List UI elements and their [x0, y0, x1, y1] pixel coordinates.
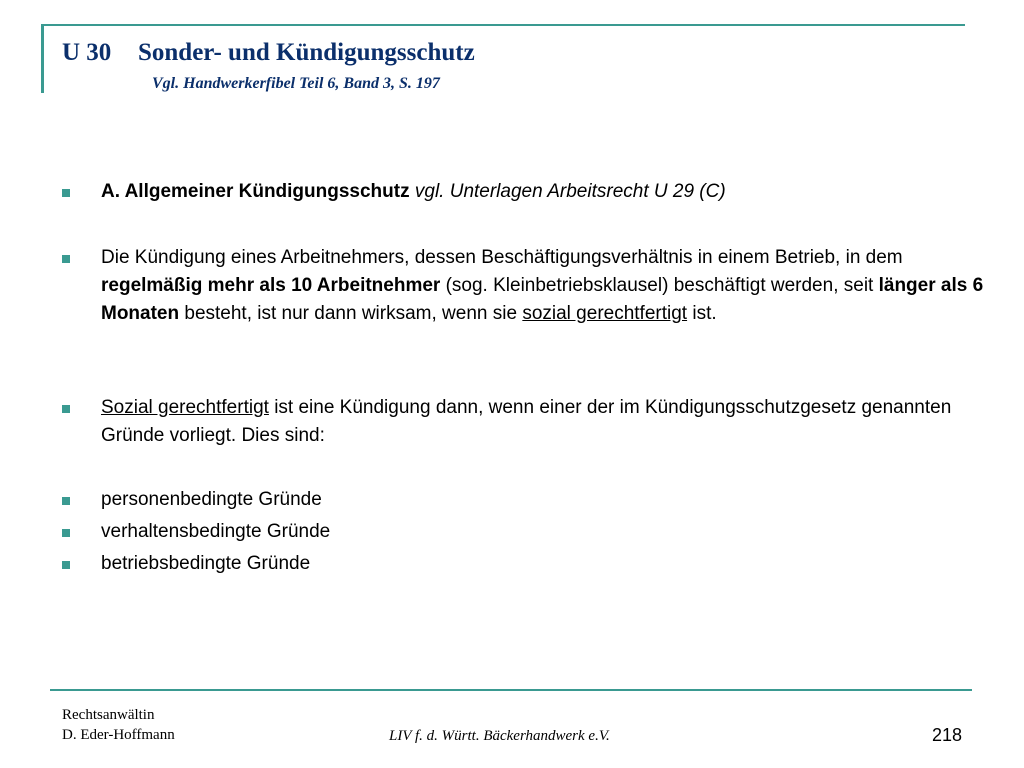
footer-page-number: 218 — [931, 725, 962, 745]
bullet-text-part: (sog. Kleinbetriebsklausel) beschäftigt werden, seit — [440, 275, 879, 296]
bullet-reason-text: verhaltensbedingte Gründe — [101, 521, 331, 542]
bullet-bold-text: regelmäßig mehr als 10 Arbeitnehmer — [101, 275, 441, 296]
bullet-underlined-text: sozial gerechtfertigt — [522, 303, 688, 324]
footer-author-name: D. Eder-Hoffmann — [62, 727, 175, 743]
bullet-item-general-protection — [62, 178, 992, 206]
bullet-square-icon — [62, 255, 70, 263]
bullet-item-social-justification — [62, 394, 992, 450]
bullet-item-reason — [62, 486, 992, 514]
bullet-text-part: ist. — [687, 303, 717, 324]
bullet-text-part: Die Kündigung eines Arbeitnehmers, dessen Beschäftigungsverhältnis in einem Betrieb, in dem — [101, 247, 903, 268]
title-accent-horizontal-line — [41, 24, 965, 26]
footer-organization: LIV f. d. Württ. Bäckerhandwerk e.V. — [389, 728, 610, 744]
footer-author-role: Rechtsanwältin — [62, 707, 155, 723]
bullet-square-icon — [62, 405, 70, 413]
bullet-reference-text: vgl. Unterlagen Arbeitsrecht U 29 (C) — [414, 181, 726, 202]
slide-title-number: U 30 — [62, 39, 112, 66]
bullet-square-icon — [62, 189, 70, 197]
bullet-bold-text: A. Allgemeiner Kündigungsschutz — [101, 181, 410, 202]
bullet-text — [101, 178, 992, 206]
slide-subtitle: Vgl. Handwerkerfibel Teil 6, Band 3, S. 197 — [152, 75, 440, 92]
bullet-square-icon — [62, 497, 70, 505]
bullet-square-icon — [62, 561, 70, 569]
bullet-text — [101, 394, 992, 450]
bullet-text-part: ist eine Kündigung dann, wenn einer der im Kündigungsschutzgesetz genannten Gründe vorliegt. Dies sind: — [101, 397, 952, 446]
footer-divider — [50, 689, 972, 691]
bullet-text-part: besteht, ist nur dann wirksam, wenn sie — [179, 303, 523, 324]
slide-title-text: Sonder- und Kündigungsschutz — [138, 39, 475, 66]
bullet-item-reason — [62, 550, 992, 578]
slide-title — [62, 38, 475, 68]
bullet-item-dismissal-rule — [62, 244, 992, 328]
bullet-text — [101, 244, 992, 328]
title-accent-vertical-line — [41, 24, 44, 93]
bullet-underlined-text: Sozial gerechtfertigt — [101, 397, 269, 418]
bullet-reason-text: personenbedingte Gründe — [101, 489, 322, 510]
bullet-square-icon — [62, 529, 70, 537]
bullet-item-reason — [62, 518, 992, 546]
bullet-bold-text: länger als 6 Monaten — [101, 275, 984, 324]
footer-author — [62, 705, 175, 745]
bullet-reason-text: betriebsbedingte Gründe — [101, 553, 311, 574]
